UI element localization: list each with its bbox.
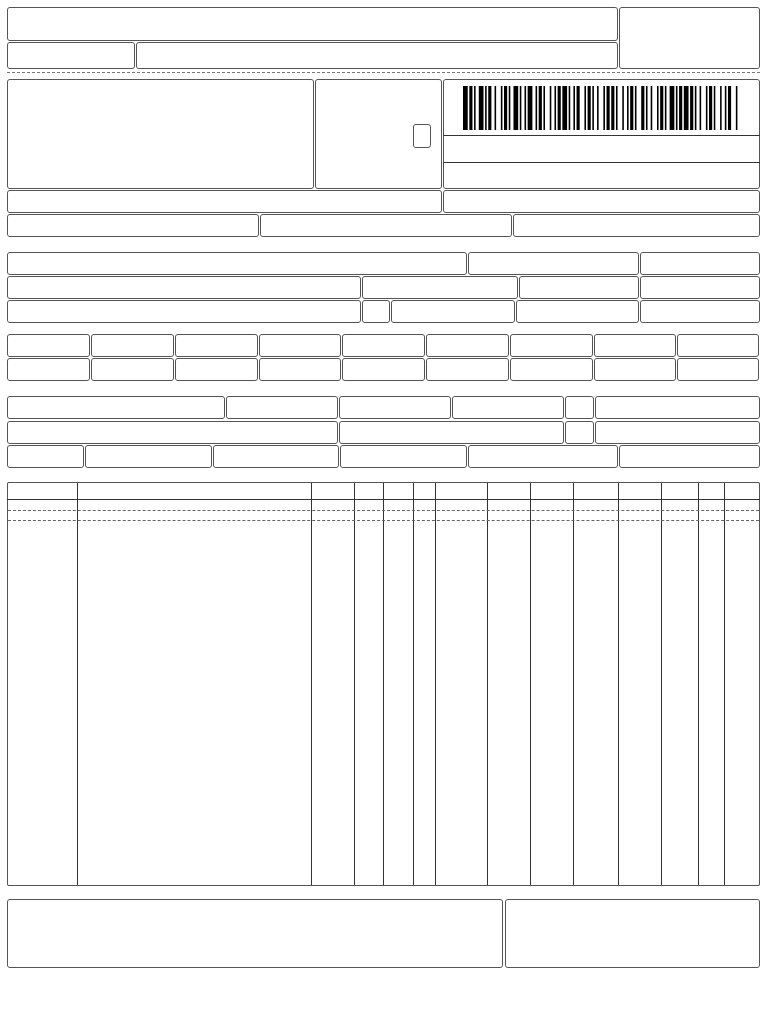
barcode-bar <box>558 86 561 130</box>
freight-mode-field <box>226 396 338 419</box>
carrier-name-field <box>7 396 225 419</box>
recipient-address-field <box>7 276 361 299</box>
gross-weight-field <box>468 445 618 468</box>
tax-value-field <box>91 334 174 357</box>
table-column-divider <box>435 483 436 885</box>
tax-value-field <box>175 358 258 381</box>
barcode-bar <box>725 86 727 130</box>
barcode-bar <box>513 86 518 130</box>
tax-value-field <box>342 334 425 357</box>
recipient-phone-field <box>391 300 515 323</box>
numbering-field <box>340 445 467 468</box>
table-column-divider <box>698 483 699 885</box>
recipient-state-field <box>362 300 390 323</box>
tax-id-field <box>513 214 760 237</box>
barcode-bar <box>630 86 633 130</box>
authorization-protocol-field <box>443 190 760 213</box>
barcode-bar <box>684 86 689 130</box>
barcode-bar <box>611 86 614 130</box>
barcode-icon <box>463 86 739 130</box>
carrier-state-field <box>565 421 594 444</box>
nature-of-operation-field <box>7 190 442 213</box>
barcode-bar <box>651 86 653 130</box>
barcode-bar <box>635 86 637 130</box>
table-column-divider <box>530 483 531 885</box>
barcode-bar <box>592 86 594 130</box>
carrier-address-field <box>7 421 338 444</box>
tax-value-field <box>594 358 676 381</box>
tax-value-field <box>259 358 341 381</box>
access-key-divider <box>443 162 760 163</box>
table-column-divider <box>383 483 384 885</box>
exit-date-field <box>640 276 760 299</box>
barcode-bar <box>670 86 675 130</box>
barcode-bar <box>488 86 491 130</box>
barcode-bar <box>495 86 497 130</box>
vehicle-plate-field <box>452 396 564 419</box>
tax-value-field <box>259 334 341 357</box>
barcode-bar <box>504 86 507 130</box>
tear-line <box>7 72 760 73</box>
barcode-bar <box>474 86 476 130</box>
barcode-bar <box>714 86 716 130</box>
carrier-registration-field <box>595 421 760 444</box>
barcode-bar <box>616 86 618 130</box>
antt-code-field <box>339 396 451 419</box>
header-top-field <box>7 7 618 41</box>
barcode-bar <box>573 86 575 130</box>
barcode-bar <box>695 86 697 130</box>
recipient-city-field <box>7 300 361 323</box>
barcode-bar <box>525 86 527 130</box>
tax-value-field <box>510 334 593 357</box>
barcode-bar <box>706 86 708 130</box>
barcode-bar <box>627 86 629 130</box>
header-right-box <box>619 7 760 69</box>
recipient-registration-field <box>516 300 639 323</box>
net-weight-field <box>619 445 760 468</box>
barcode-bar <box>528 86 533 130</box>
table-row <box>8 520 759 521</box>
barcode-bar <box>543 86 545 130</box>
type-checkbox[interactable] <box>413 124 431 148</box>
barcode-bar <box>577 86 580 130</box>
table-column-divider <box>573 483 574 885</box>
barcode-bar <box>539 86 542 130</box>
barcode-bar <box>665 86 667 130</box>
carrier-id-field <box>595 396 760 419</box>
barcode-bar <box>584 86 586 130</box>
barcode-bar <box>479 86 484 130</box>
barcode-bar <box>554 86 556 130</box>
quantity-field <box>7 445 84 468</box>
table-column-divider <box>354 483 355 885</box>
barcode-bar <box>597 86 599 130</box>
recipient-id-field <box>468 252 639 275</box>
species-field <box>85 445 212 468</box>
barcode-bar <box>607 86 610 130</box>
barcode-bar <box>690 86 693 130</box>
exit-time-field <box>640 300 760 323</box>
tax-value-field <box>7 358 90 381</box>
barcode-bar <box>641 86 644 130</box>
tax-value-field <box>7 334 90 357</box>
state-registration-field <box>7 214 259 237</box>
barcode-bar <box>588 86 591 130</box>
barcode-bar <box>646 86 648 130</box>
barcode-divider <box>443 135 760 136</box>
barcode-bar <box>736 86 738 130</box>
table-column-divider <box>311 483 312 885</box>
tax-value-field <box>342 358 425 381</box>
barcode-bar <box>501 86 503 130</box>
table-column-divider <box>618 483 619 885</box>
header-wide-field <box>136 42 618 69</box>
issuer-box <box>7 79 314 189</box>
additional-info-box <box>7 899 503 968</box>
barcode-bar <box>463 86 468 130</box>
tax-value-field <box>426 334 509 357</box>
barcode-bar <box>679 86 682 130</box>
barcode-bar <box>676 86 678 130</box>
barcode-bar <box>520 86 522 130</box>
barcode-bar <box>469 86 472 130</box>
barcode-bar <box>562 86 567 130</box>
barcode-bar <box>700 86 702 130</box>
tax-value-field <box>677 334 759 357</box>
table-header-divider <box>7 499 760 500</box>
barcode-bar <box>657 86 659 130</box>
barcode-bar <box>485 86 487 130</box>
table-row <box>8 510 759 511</box>
barcode-bar <box>728 86 731 130</box>
vehicle-state-field <box>565 396 594 419</box>
table-column-divider <box>413 483 414 885</box>
table-column-divider <box>661 483 662 885</box>
table-column-divider <box>77 483 78 885</box>
table-column-divider <box>724 483 725 885</box>
barcode-bar <box>536 86 538 130</box>
barcode-bar <box>603 86 605 130</box>
recipient-name-field <box>7 252 467 275</box>
tax-value-field <box>426 358 509 381</box>
carrier-city-field <box>339 421 564 444</box>
recipient-zip-field <box>519 276 639 299</box>
recipient-district-field <box>362 276 518 299</box>
barcode-bar <box>709 86 712 130</box>
brand-field <box>213 445 339 468</box>
header-small-field <box>7 42 135 69</box>
barcode-bar <box>550 86 552 130</box>
reserved-area-box <box>505 899 760 968</box>
tax-value-field <box>677 358 759 381</box>
tax-value-field <box>594 334 676 357</box>
barcode-bar <box>509 86 511 130</box>
tax-value-field <box>510 358 593 381</box>
table-column-divider <box>487 483 488 885</box>
barcode-bar <box>660 86 663 130</box>
tax-value-field <box>175 334 258 357</box>
issue-date-field <box>640 252 760 275</box>
substitute-registration-field <box>260 214 512 237</box>
barcode-bar <box>720 86 722 130</box>
barcode-bar <box>569 86 571 130</box>
barcode-bar <box>622 86 624 130</box>
tax-value-field <box>91 358 174 381</box>
